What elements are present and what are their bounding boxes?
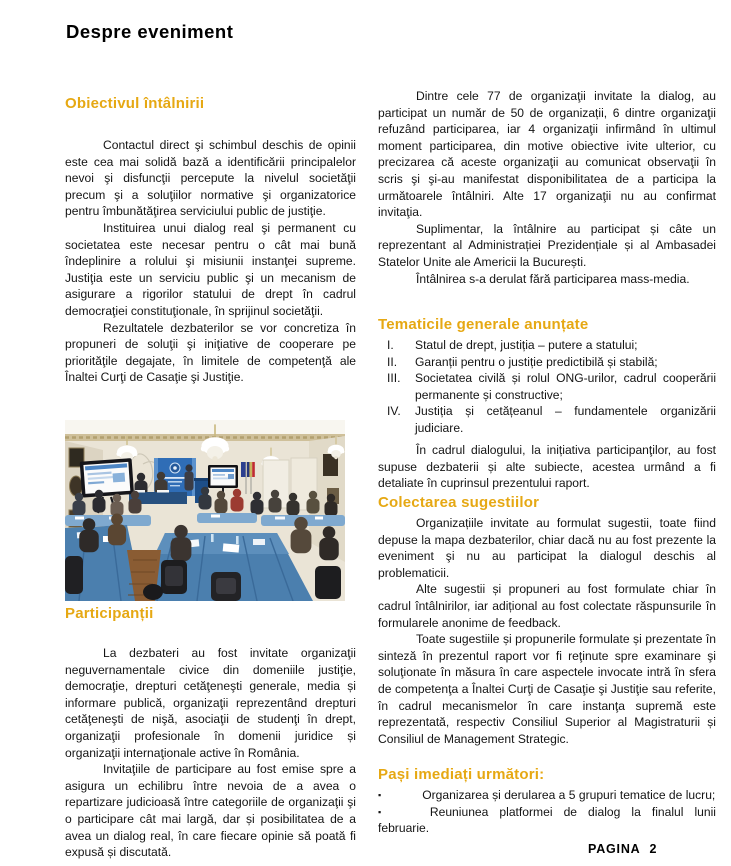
list-item (378, 354, 716, 371)
heading-obiectivul: Obiectivul întâlnirii (65, 95, 205, 112)
list-text: Societatea civilă și rolul ONG-urilor, cadrul cooperării permanente și constructive; (415, 371, 716, 402)
paragraph: Organizațiile invitate au formulat sugestii, toate fiind depuse la mapa dezbaterilor, chiar dacă nu au fost prezente la eveniment şi nu au participat la dialogul deschis al problematicii. (378, 516, 716, 580)
list-numeral: I. (387, 338, 394, 352)
section-obiectivul (65, 95, 356, 112)
event-photo (65, 420, 345, 601)
footer-page-number: 2 (649, 842, 658, 856)
paragraph: Suplimentar, la întâlnire au participat și câte un reprezentant al Administrației Prezidențiale și al Ambasadei Statelor Unite ale Americii la București. (378, 221, 716, 269)
paragraph: Dintre cele 77 de organizaţii invitate la dialog, au participat un număr de 50 de organizații, 6 dintre organizaţii refuzând participarea, iar 4 organizaţii infirmând în ultimul moment participarea, din motive obiective ivite ulterior, cu precizarea că aceste organizaţii au comunicat observaţii în scris şi şi-au manifestat disponibilitatea de a participa la următoarele întâlniri. Alte 17 organizaţii nu au confirmat invitaţia. (378, 89, 716, 220)
square-bullet-icon: ▪ (378, 806, 389, 817)
bullet-item (378, 804, 716, 837)
tematicile-paragraph (378, 442, 716, 492)
list-text: Garanții pentru o justiție predictibilă și stabilă; (415, 354, 658, 369)
page-number-footer (588, 842, 657, 856)
colectarea-paragraphs (378, 515, 716, 747)
bullet-text: Reuniunea platformei de dialog la finalul lunii februarie. (378, 804, 716, 836)
list-text: Statul de drept, justiția – putere a statului; (415, 338, 638, 352)
list-item (378, 403, 716, 436)
list-text: Justiția și cetățeanul – fundamentele organizării judiciare. (415, 404, 716, 435)
tematicile-list (378, 337, 716, 437)
list-item (378, 337, 716, 354)
square-bullet-icon: ▪ (378, 790, 382, 800)
paragraph: Contactul direct şi schimbul deschis de opinii este cea mai solidă bază a identificării principalelor nevoi şi disfuncţii percepute la nivelul societăţii precum şi a soluţiilor normative şi organizatorice pentru îmbunătăţirea serviciului public de justiţie. (65, 138, 356, 219)
section-pasi (378, 766, 716, 783)
paragraph: Instituirea unui dialog real şi permanent cu societatea este necesar pentru o cât mai bună îndeplinire a rolului şi misiunii instanţei supreme. Justiţia este un serviciu public şi un mecanism de asigurare a rigorilor statului de drept în cadrul democraţiei constituţionale, în sprijinul societăţii. (65, 220, 356, 318)
tv-screen-left (80, 458, 134, 498)
list-numeral: III. (387, 371, 401, 386)
footer-label: PAGINA (588, 842, 641, 856)
event-photo-illustration (65, 420, 345, 601)
heading-colectarea: Colectarea sugestiilor (378, 494, 540, 511)
heading-tematicile: Tematicile generale anunțate (378, 316, 589, 333)
pasi-bullets (378, 787, 716, 837)
intro-paragraphs (378, 88, 716, 287)
list-numeral: II. (387, 354, 398, 369)
paragraph: Întâlnirea s-a derulat fără participarea mass-media. (416, 271, 690, 286)
section-tematicile (378, 316, 716, 333)
section-colectarea (378, 494, 716, 511)
obiectivul-paragraphs (65, 137, 356, 386)
heading-participantii: Participanții (65, 605, 154, 622)
paragraph: Invitaţiile de participare au fost emise spre a asigura un echilibru între nevoia de a avea o repartizare judicioasă între categoriile de organizaţii şi o participare cât mai largă, dar și posibilitatea de a avea un dialog real, în care fiecare opinie să poată fi expusă și discutată. (65, 762, 356, 860)
list-item (378, 370, 716, 403)
bullet-text: Organizarea și derularea a 5 grupuri tematice de lucru; (422, 788, 716, 802)
bullet-item (378, 787, 716, 804)
paragraph: La dezbateri au fost invitate organizaţii neguvernamentale civice din domeniile justiţie, democraţie, drepturi cetăţeneşti generale, media și informare publică, organizaţii reprezentând drepturi cetăţeneşti de nişă, asociaţii de studenţi în drept, organizaţii profesionale în domenii juridice și organizaţii internaţionale active în România. (65, 646, 356, 760)
section-participantii (65, 605, 356, 622)
paragraph: Toate sugestiile și propunerile formulate și prezentate în sinteză în prezentul raport vor fi reţinute spre examinare şi soluţionate în măsura în care aspectele invocate intră în sfera de competenţa a Înaltei Curţi de Casaţie şi Justiţie sau referite, în cadrul mecanismelor în care instanţa supremă este reprezentată, respectiv Consiliul Superior al Magistraturii și Consiliul de Management Strategic. (378, 632, 716, 746)
paragraph: În cadrul dialogului, la inițiativa participanţilor, au fost supuse dezbaterii și alte subiecte, acestea urmând a fi detaliate în cuprinsul prezentului raport. (378, 443, 716, 491)
paragraph: Alte sugestii și propuneri au fost formulate chiar în cadrul întâlnirilor, iar adițional au fost colectate răspunsurile în formularele anonime de feedback. (378, 582, 716, 630)
paragraph: Rezultatele dezbaterilor se vor concretiza în propuneri de soluţii şi iniţiative de cooperare pe priorităţile degajate, în limitele de competenţă ale Înaltei Curţi de Casaţie şi Justiţie. (65, 320, 356, 385)
heading-pasi: Pași imediați următori: (378, 766, 545, 783)
list-numeral: IV. (387, 404, 401, 419)
page-title: Despre eveniment (66, 21, 234, 42)
participantii-paragraphs (65, 645, 356, 861)
